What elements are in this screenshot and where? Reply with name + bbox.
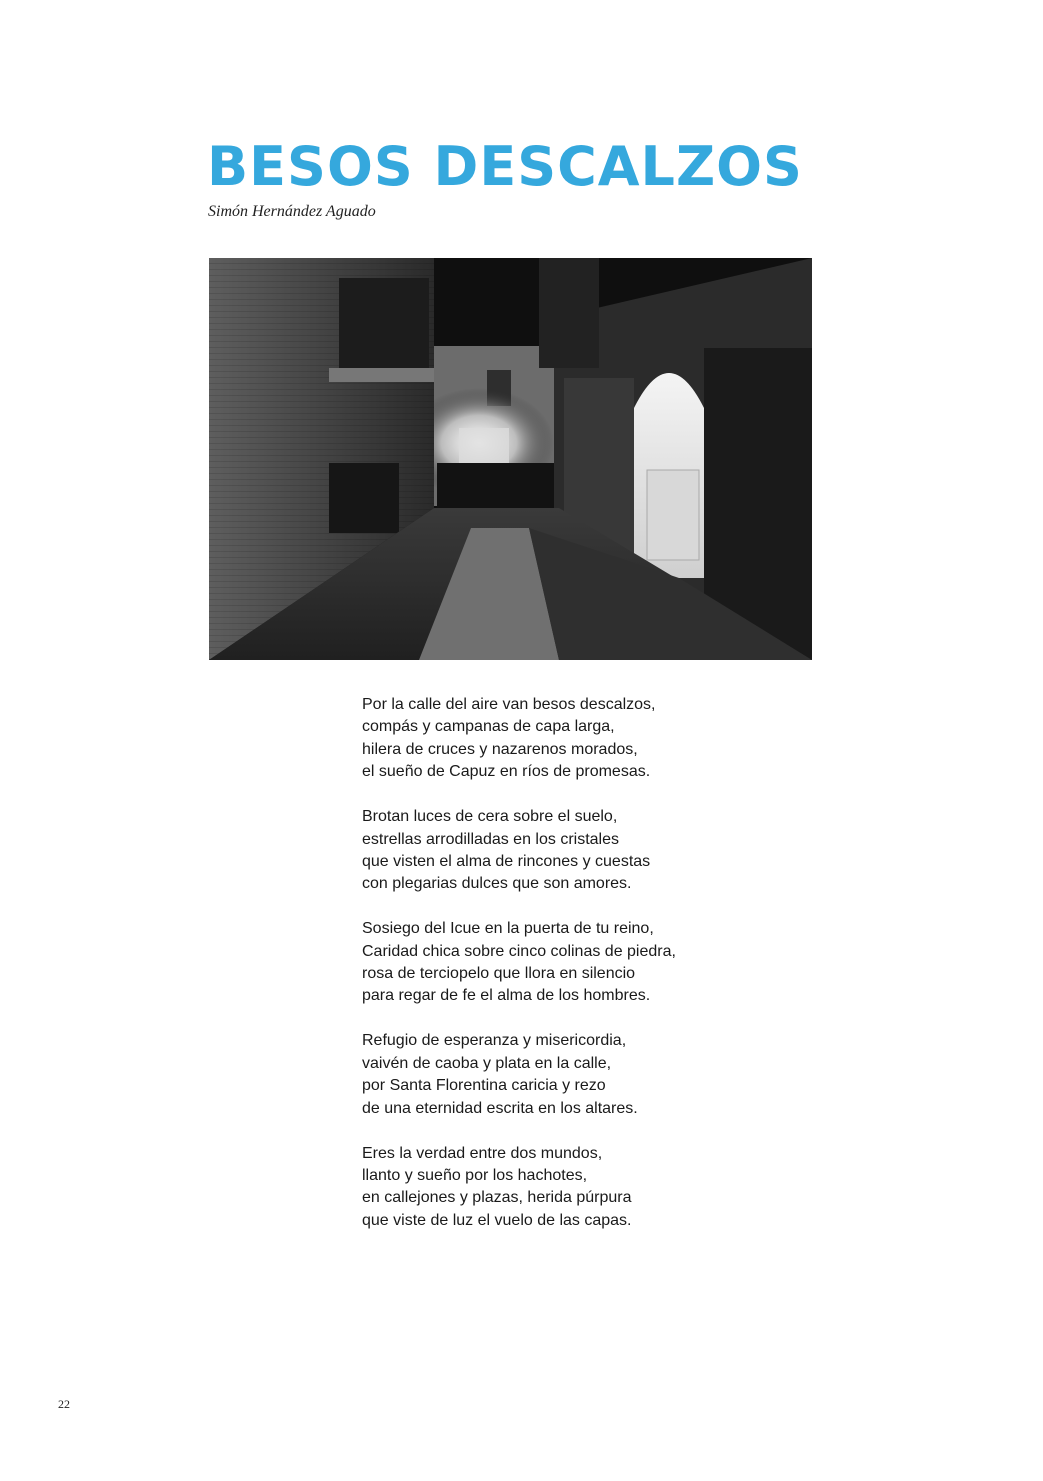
poem-line: hilera de cruces y nazarenos morados, bbox=[362, 740, 638, 758]
poem-stanza bbox=[362, 918, 722, 1008]
poem-line: vaivén de caoba y plata en la calle, bbox=[362, 1054, 612, 1072]
poem-stanza bbox=[362, 694, 722, 784]
poem-line: para regar de fe el alma de los hombres. bbox=[362, 987, 651, 1005]
poem-line: Eres la verdad entre dos mundos, bbox=[362, 1144, 603, 1162]
poem-line: Refugio de esperanza y misericordia, bbox=[362, 1032, 627, 1050]
poem-line: rosa de terciopelo que llora en silencio bbox=[362, 965, 636, 983]
author-byline: Simón Hernández Aguado bbox=[208, 203, 376, 220]
poem-stanza bbox=[362, 1143, 722, 1233]
poem-line: por Santa Florentina caricia y rezo bbox=[362, 1077, 606, 1095]
poem-line: de una eternidad escrita en los altares. bbox=[362, 1099, 638, 1117]
page-title: BESOS DESCALZOS bbox=[207, 135, 803, 198]
poem-line: Brotan luces de cera sobre el suelo, bbox=[362, 808, 618, 826]
poem-line: el sueño de Capuz en ríos de promesas. bbox=[362, 763, 651, 781]
poem-line: Sosiego del Icue en la puerta de tu reino, bbox=[362, 920, 654, 938]
poem-line: que visten el alma de rincones y cuestas bbox=[362, 852, 651, 870]
poem-line: Por la calle del aire van besos descalzos, bbox=[362, 696, 656, 713]
poem-line: estrellas arrodilladas en los cristales bbox=[362, 830, 619, 848]
poem-line: que viste de luz el vuelo de las capas. bbox=[362, 1211, 632, 1229]
poem-line: en callejones y plazas, herida púrpura bbox=[362, 1189, 632, 1207]
street-photograph bbox=[209, 258, 812, 660]
page-number: 22 bbox=[58, 1397, 70, 1411]
poem-stanza bbox=[362, 806, 722, 896]
poem-line: con plegarias dulces que son amores. bbox=[362, 875, 632, 893]
poem-line: compás y campanas de capa larga, bbox=[362, 718, 615, 736]
poem-line: Caridad chica sobre cinco colinas de piedra, bbox=[362, 942, 676, 960]
poem-line: llanto y sueño por los hachotes, bbox=[362, 1166, 588, 1184]
poem-stanza bbox=[362, 1030, 722, 1120]
poem bbox=[362, 694, 722, 1255]
